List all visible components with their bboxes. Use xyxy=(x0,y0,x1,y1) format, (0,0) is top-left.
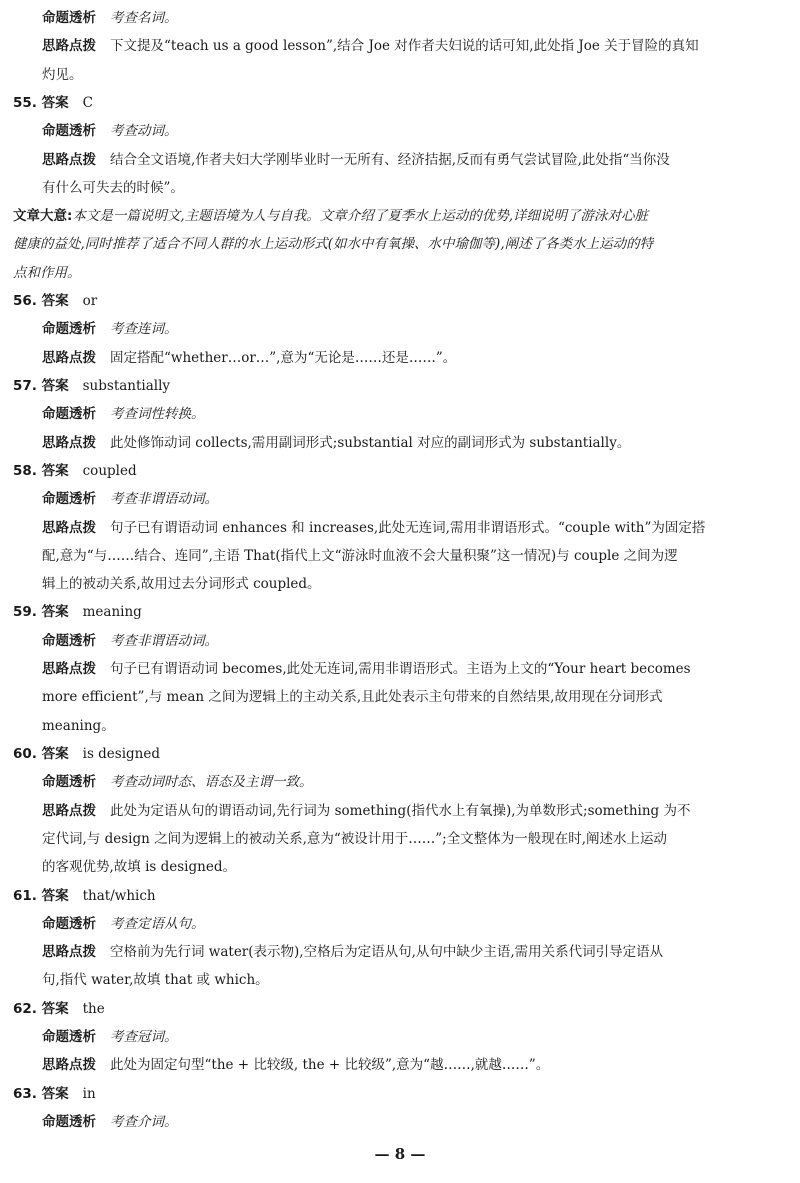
row-label: 命题透析 xyxy=(42,10,96,26)
explanation-row xyxy=(0,348,800,368)
explanation-row xyxy=(0,150,800,170)
answer-value: that/which xyxy=(82,888,156,904)
continuation-text: 有什么可失去的时候”。 xyxy=(42,180,184,196)
answer-row xyxy=(0,1084,800,1104)
explanation-row xyxy=(0,1027,800,1047)
row-text: 考查名词。 xyxy=(110,10,178,26)
row-label: 命题透析 xyxy=(42,1114,96,1130)
continuation-text: 的客观优势,故填 is designed。 xyxy=(42,859,236,875)
row-label: 思路点拨 xyxy=(42,944,96,960)
answer-value: substantially xyxy=(82,378,171,394)
explanation-row xyxy=(0,942,800,962)
answer-value: is designed xyxy=(82,746,161,762)
row-text: 空格前为先行词 water(表示物),空格后为定语从句,从句中缺少主语,需用关系代词引导定语从 xyxy=(110,944,664,960)
explanation-row xyxy=(0,801,800,821)
row-text: 考查非谓语动词。 xyxy=(110,491,218,507)
explanation-row xyxy=(0,518,800,538)
explanation-row xyxy=(0,36,800,56)
explanation-row xyxy=(0,914,800,934)
answer-row xyxy=(0,886,800,906)
answer-row xyxy=(0,999,800,1019)
explanation-row xyxy=(0,433,800,453)
continuation-text: 灼见。 xyxy=(42,67,83,83)
answer-number: 56. 答案 xyxy=(13,293,69,309)
answer-row xyxy=(0,376,800,396)
continuation-text: 定代词,与 design 之间为逻辑上的被动关系,意为“被设计用于……”;全文整体为一般现在时,阐述水上运动 xyxy=(42,831,668,847)
row-text: 此处修饰动词 collects,需用副词形式;substantial 对应的副词形式为 substantially。 xyxy=(110,435,631,451)
explanation-continuation xyxy=(0,716,800,736)
summary-text: 点和作用。 xyxy=(13,265,81,281)
row-text: 考查动词。 xyxy=(110,123,178,139)
explanation-row xyxy=(0,319,800,339)
explanation-continuation xyxy=(0,970,800,990)
explanation-row xyxy=(0,8,800,28)
explanation-continuation xyxy=(0,178,800,198)
row-text: 句子已有谓语动词 becomes,此处无连词,需用非谓语形式。主语为上文的“Your heart becomes xyxy=(110,661,691,677)
row-label: 命题透析 xyxy=(42,1029,96,1045)
row-label: 思路点拨 xyxy=(42,350,96,366)
row-label: 命题透析 xyxy=(42,123,96,139)
answer-number: 59. 答案 xyxy=(13,604,69,620)
answer-number: 57. 答案 xyxy=(13,378,69,394)
row-label: 思路点拨 xyxy=(42,38,96,54)
answer-value: coupled xyxy=(82,463,137,479)
explanation-row xyxy=(0,631,800,651)
row-text: 考查冠词。 xyxy=(110,1029,178,1045)
row-label: 命题透析 xyxy=(42,491,96,507)
answer-number: 61. 答案 xyxy=(13,888,69,904)
explanation-continuation xyxy=(0,829,800,849)
continuation-text: meaning。 xyxy=(42,718,115,734)
row-text: 考查非谓语动词。 xyxy=(110,633,218,649)
row-text: 句子已有谓语动词 enhances 和 increases,此处无连词,需用非谓语形式。“couple with”为固定搭 xyxy=(110,520,706,536)
row-text: 考查动词时态、语态及主谓一致。 xyxy=(110,774,313,790)
continuation-text: 配,意为“与……结合、连同”,主语 That(指代上文“游泳时血液不会大量积聚”这一情况)与 couple 之间为逻 xyxy=(42,548,678,564)
row-text: 此处为定语从句的谓语动词,先行词为 something(指代水上有氧操),为单数形式;something 为不 xyxy=(110,803,691,819)
row-label: 思路点拨 xyxy=(42,803,96,819)
row-label: 命题透析 xyxy=(42,406,96,422)
row-text: 考查连词。 xyxy=(110,321,178,337)
answer-row xyxy=(0,291,800,311)
answer-row xyxy=(0,602,800,622)
continuation-text: 句,指代 water,故填 that 或 which。 xyxy=(42,972,269,988)
explanation-continuation xyxy=(0,574,800,594)
row-text: 下文提及“teach us a good lesson”,结合 Joe 对作者夫妇说的话可知,此处指 Joe 关于冒险的真知 xyxy=(110,38,699,54)
continuation-text: more efficient”,与 mean 之间为逻辑上的主动关系,且此处表示主句带来的自然结果,故用现在分词形式 xyxy=(42,689,663,705)
summary-text: 本文是一篇说明文,主题语境为人与自我。文章介绍了夏季水上运动的优势,详细说明了游泳对心脏 xyxy=(72,208,648,224)
answer-value: in xyxy=(82,1086,96,1102)
summary-label: 文章大意: xyxy=(13,208,73,224)
explanation-continuation xyxy=(0,546,800,566)
continuation-text: 辑上的被动关系,故用过去分词形式 coupled。 xyxy=(42,576,321,592)
explanation-row xyxy=(0,404,800,424)
row-label: 命题透析 xyxy=(42,916,96,932)
row-text: 结合全文语境,作者夫妇大学刚毕业时一无所有、经济拮据,反而有勇气尝试冒险,此处指“当你没 xyxy=(110,152,670,168)
row-text: 考查词性转换。 xyxy=(110,406,205,422)
row-label: 思路点拨 xyxy=(42,520,96,536)
answer-number: 58. 答案 xyxy=(13,463,69,479)
explanation-row xyxy=(0,1055,800,1075)
row-label: 思路点拨 xyxy=(42,661,96,677)
row-text: 考查介词。 xyxy=(110,1114,178,1130)
answer-row xyxy=(0,744,800,764)
summary-row xyxy=(0,206,800,226)
row-label: 命题透析 xyxy=(42,774,96,790)
row-label: 命题透析 xyxy=(42,633,96,649)
row-text: 固定搭配“whether…or…”,意为“无论是……还是……”。 xyxy=(110,350,457,366)
summary-text: 健康的益处,同时推荐了适合不同人群的水上运动形式(如水中有氧操、水中瑜伽等),阐述了各类水上运动的特 xyxy=(13,236,654,252)
row-label: 思路点拨 xyxy=(42,435,96,451)
explanation-row xyxy=(0,659,800,679)
page-number: — 8 — xyxy=(374,1145,426,1163)
answer-value: or xyxy=(82,293,98,309)
row-label: 思路点拨 xyxy=(42,1057,96,1073)
summary-continuation xyxy=(0,263,800,283)
explanation-continuation xyxy=(0,687,800,707)
summary-continuation xyxy=(0,234,800,254)
answer-row xyxy=(0,93,800,113)
answer-number: 62. 答案 xyxy=(13,1001,69,1017)
explanation-row xyxy=(0,772,800,792)
explanation-continuation xyxy=(0,857,800,877)
answer-value: the xyxy=(82,1001,105,1017)
row-text: 此处为固定句型“the + 比较级, the + 比较级”,意为“越……,就越……”。 xyxy=(110,1057,550,1073)
answer-value: meaning xyxy=(82,604,142,620)
answer-number: 55. 答案 xyxy=(13,95,69,111)
answer-value: C xyxy=(82,95,93,111)
row-label: 思路点拨 xyxy=(42,152,96,168)
answer-row xyxy=(0,461,800,481)
explanation-row xyxy=(0,489,800,509)
explanation-continuation xyxy=(0,65,800,85)
explanation-row xyxy=(0,121,800,141)
answer-number: 60. 答案 xyxy=(13,746,69,762)
row-label: 命题透析 xyxy=(42,321,96,337)
row-text: 考查定语从句。 xyxy=(110,916,205,932)
explanation-row xyxy=(0,1112,800,1132)
answer-number: 63. 答案 xyxy=(13,1086,69,1102)
